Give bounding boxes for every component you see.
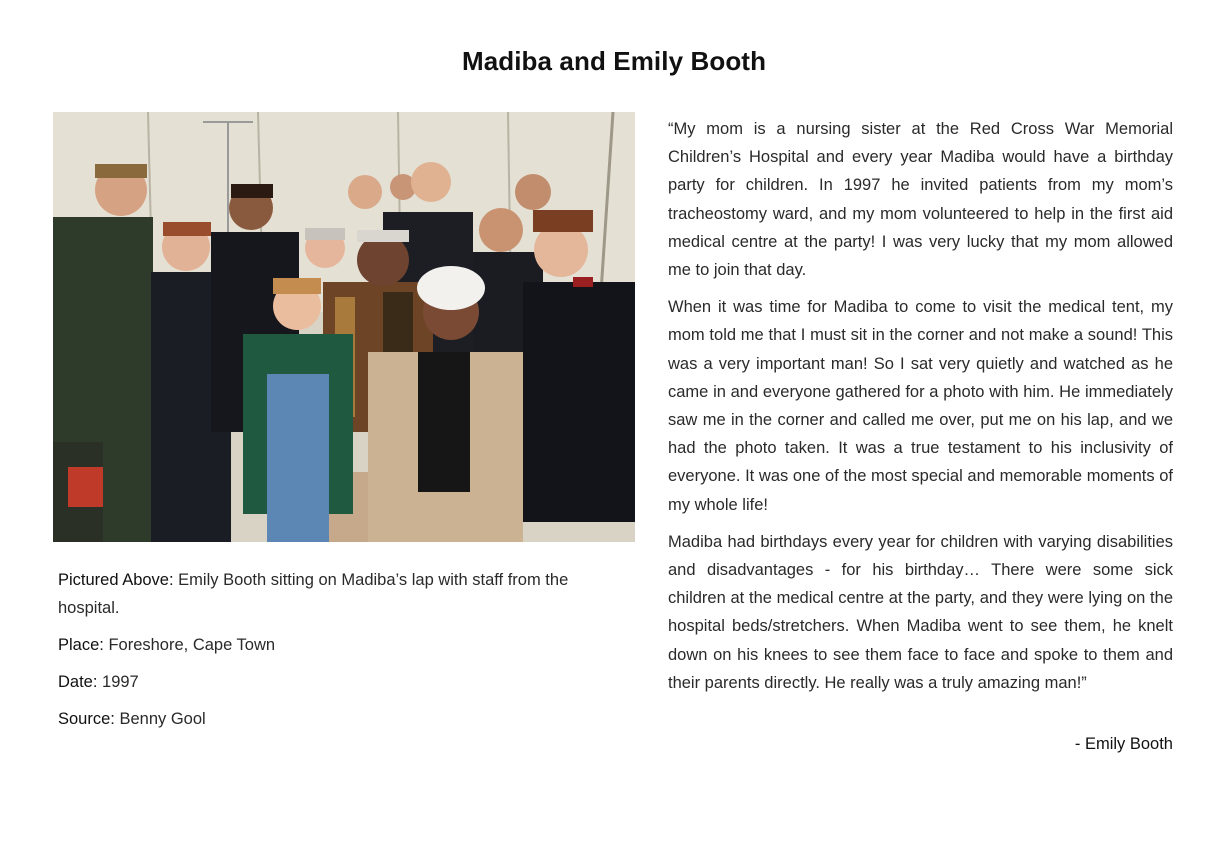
caption-pictured-value: Emily Booth sitting on Madiba’s lap with staff from the hospital. xyxy=(58,571,569,617)
caption-date-label: Date: xyxy=(58,673,98,691)
caption-source-value: Benny Gool xyxy=(114,710,206,728)
quote-attribution: - Emily Booth xyxy=(1074,735,1173,753)
caption-source xyxy=(58,705,618,733)
quote-paragraph: “My mom is a nursing sister at the Red Cross War Memorial Children’s Hospital and every year Madiba would have a birthday party for children. In 1997 he invited patients from my mom’s tracheostomy ward, and my mom volunteered to help in the first aid medical centre at the party! I was very lucky that my mom allowed me to join that day. xyxy=(668,120,1173,280)
caption-place-label: Place: xyxy=(58,636,104,654)
caption-place xyxy=(58,631,618,659)
caption-date xyxy=(58,668,618,696)
caption-date-value: 1997 xyxy=(97,673,139,691)
caption-pictured xyxy=(58,566,618,622)
caption-source-label: Source: xyxy=(58,710,115,728)
quote-paragraph: When it was time for Madiba to come to visit the medical tent, my mom told me that I must sit in the corner and not make a sound! This was a very important man! So I sat very quietly and watched as he came in and everyone gathered for a photo with him. He immediately saw me in the corner and called me over, put me on his lap, and we had the photo taken. It was a true testament to his inclusivity of everyone. It was one of the most special and memorable moments of my whole life! xyxy=(668,298,1173,514)
photo-caption xyxy=(58,566,618,742)
page-title: Madiba and Emily Booth xyxy=(461,46,767,76)
group-photo xyxy=(53,112,635,542)
caption-place-value: Foreshore, Cape Town xyxy=(103,636,276,654)
testimony-text xyxy=(668,115,1173,706)
quote-paragraph: Madiba had birthdays every year for children with varying disabilities and disadvantages - for his birthday… There were some sick children at the medical centre at the party, and they were lying on the hospital beds/stretchers. When Madiba went to see them, he knelt down on his knees to see them face to face and spoke to them and their parents directly. He really was a truly amazing man!” xyxy=(668,532,1173,692)
caption-pictured-label: Pictured Above: xyxy=(58,571,174,589)
